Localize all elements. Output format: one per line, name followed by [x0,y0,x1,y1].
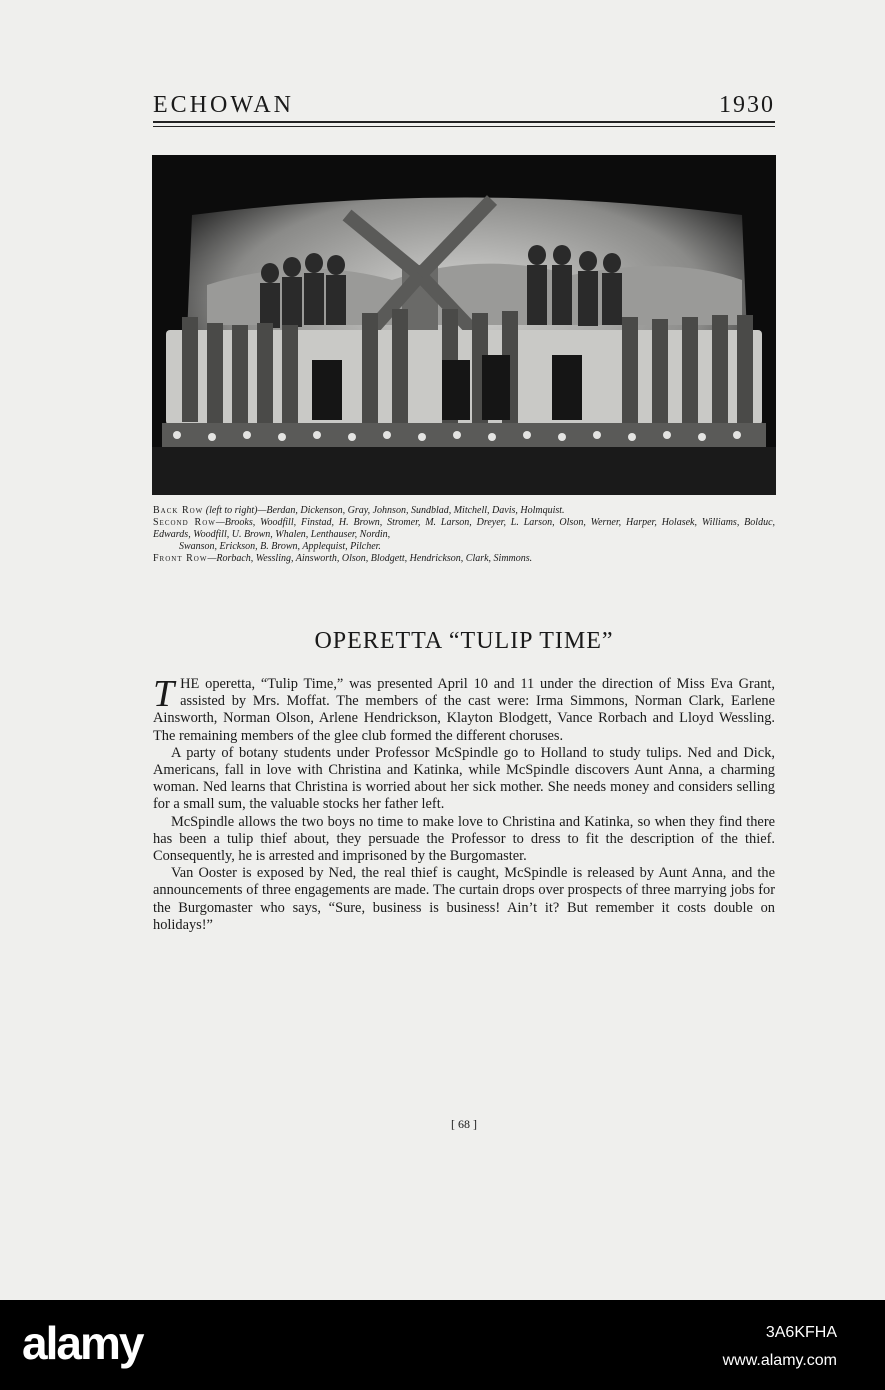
photo-caption [153,505,775,565]
caption-front-row: Front Row—Rorbach, Wessling, Ainsworth, Olson, Blodgett, Hendrickson, Clark, Simmons. [153,553,533,564]
article-title: OPERETTA “TULIP TIME” [314,628,614,654]
publication-title: ECHOWAN [153,92,294,118]
image-id: 3A6KFHA [765,1324,837,1341]
cast-photograph [152,155,776,495]
caption-second-row: Second Row—Brooks, Woodfill, Finstad, H. Brown, Stromer, M. Larson, Dreyer, L. Larson, Olson, Werner, Harper, Holasek, Williams, Bolduc, Edwards, Woodfill, U. Brown, Whalen, Lenthauser, Nordin, [153,517,776,540]
site-url: www.alamy.com [722,1352,837,1369]
caption-second-row-continued: Swanson, Erickson, B. Brown, Applequist, Pilcher. [179,541,381,552]
stage-photo-illustration [152,155,776,495]
article-paragraph: Van Ooster is exposed by Ned, the real thief is caught, McSpindle is released by Aunt Anna, and the announcements of three engagements are made. The curtain drops over prospects of three marrying jobs for the Burgomaster who says, “Sure, business is business! Ain’t it? But remember it costs double on holidays!” [153,865,775,933]
header-rule [153,121,775,131]
caption-back-row: Back Row (left to right)—Berdan, Dickenson, Gray, Johnson, Sundblad, Mitchell, Davis, Holmquist. [153,505,565,516]
article-paragraph: THE operetta, “Tulip Time,” was presented April 10 and 11 under the direction of Miss Eva Grant, assisted by Mrs. Moffat. The members of the cast were: Irma Simmons, Norman Clark, Earlene Ainsworth, Norman Olson, Arlene Hendrickson, Klayton Blodgett, Vance Rorbach and Lloyd Wessling. The remaining members of the glee club formed the different choruses. [153,673,775,744]
article-body [153,673,775,934]
brand-logo: alamy [22,1317,143,1369]
running-head [153,92,775,122]
drop-cap: T [153,673,175,715]
article-paragraph: McSpindle allows the two boys no time to make love to Christina and Katinka, so when they find there has been a tulip thief about, they persuade the Professor to dress to fit the description of the thief. Consequently, he is arrested and imprisoned by the Burgomaster. [153,813,775,865]
publication-year: 1930 [719,92,775,118]
watermark-banner [0,1300,885,1390]
article-paragraph: A party of botany students under Professor McSpindle go to Holland to study tulips. Ned and Dick, Americans, fall in love with Christina and Katinka, while McSpindle discovers Aunt Anna, a charming woman. Ned learns that Christina is worried about her sick mother. She needs money and considers selling for a small sum, the valuable stocks her father left. [153,744,775,813]
page-number: [ 68 ] [451,1117,477,1131]
